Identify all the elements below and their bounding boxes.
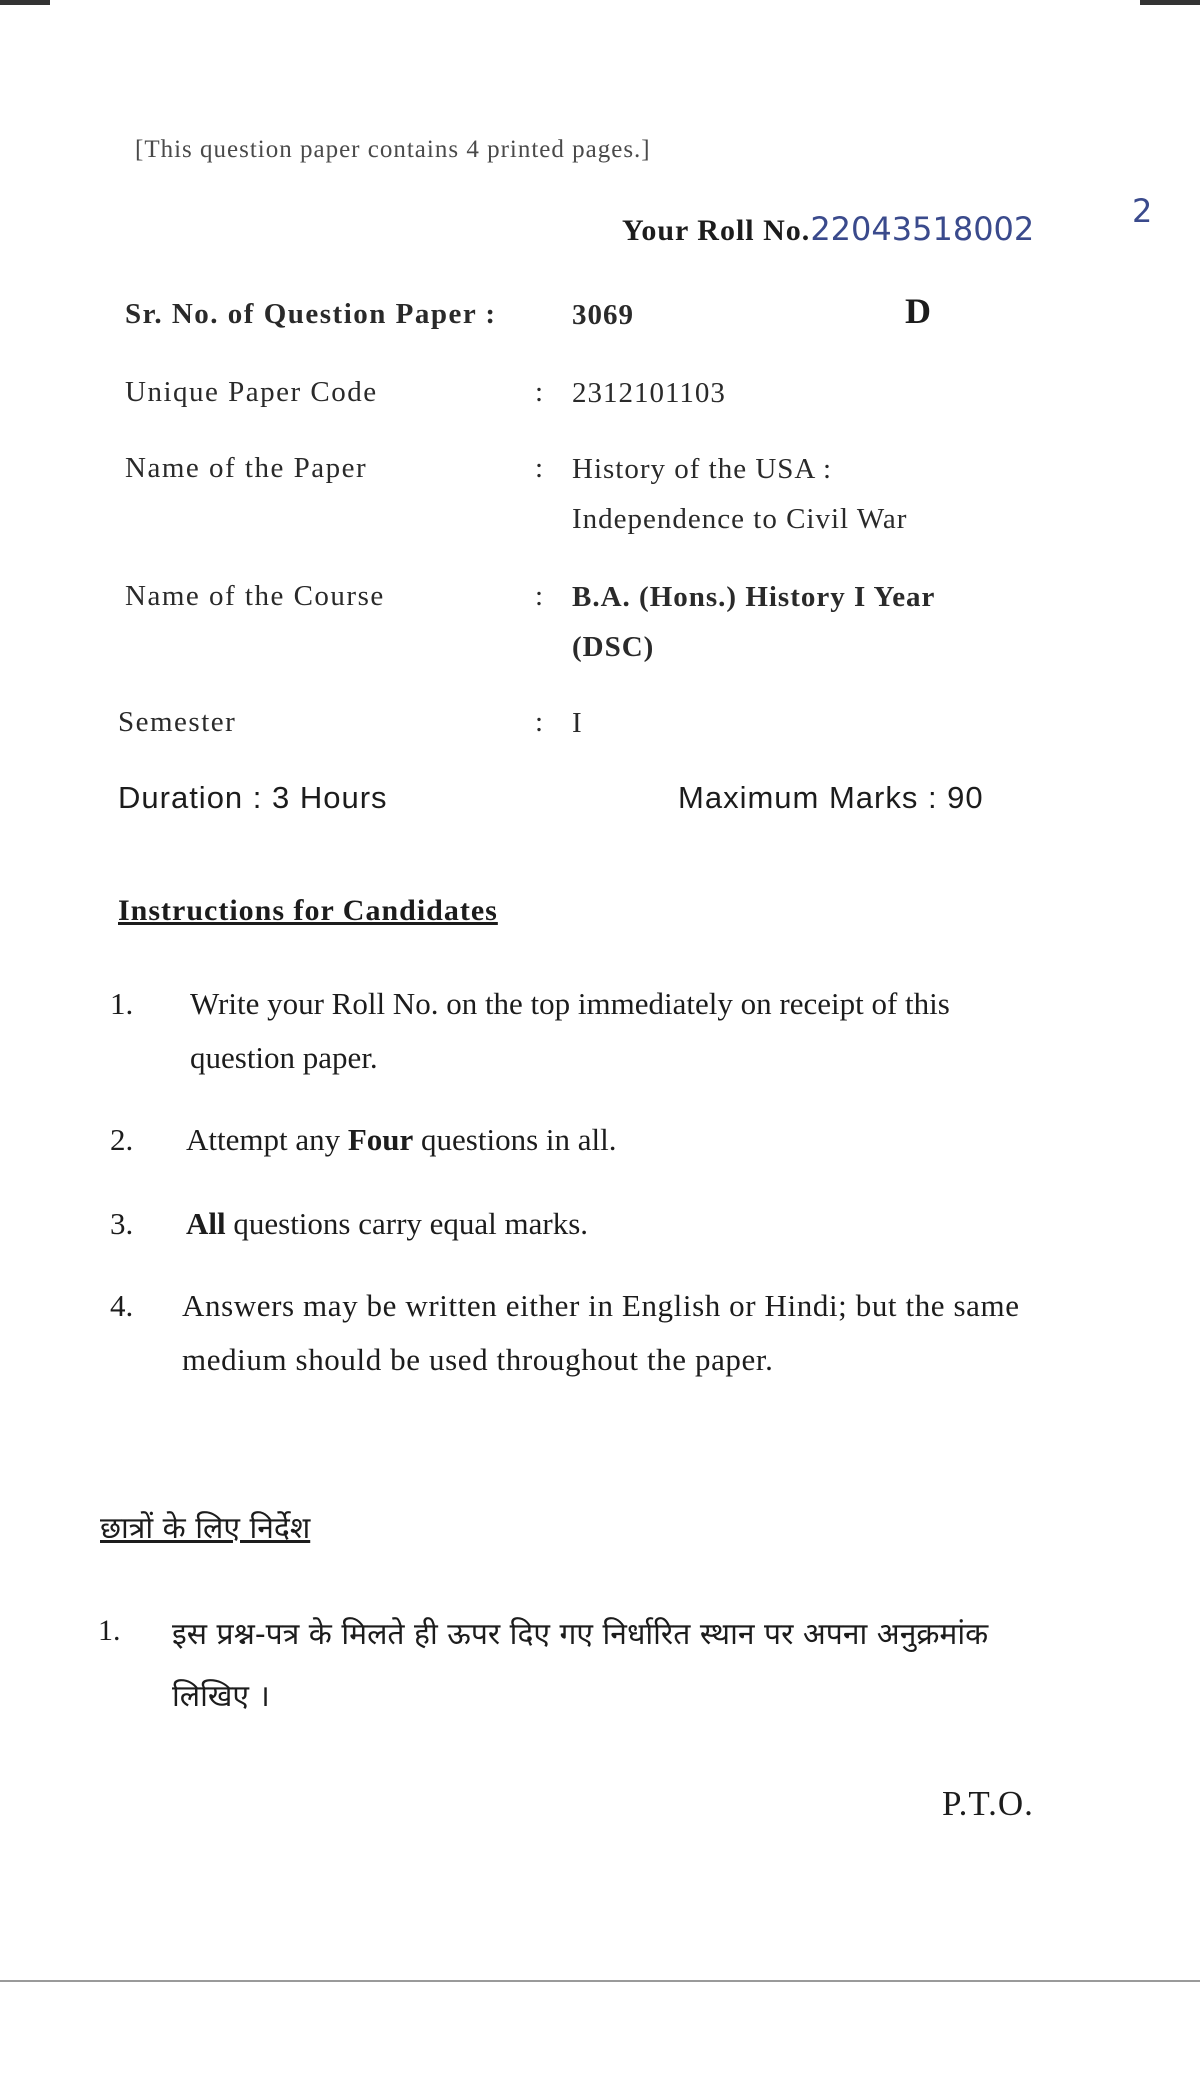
semester-colon: : [535, 706, 544, 738]
scan-corner-mark-left [0, 0, 50, 5]
instruction-text-part: Attempt any [186, 1122, 348, 1157]
unique-code-label: Unique Paper Code [125, 376, 378, 408]
roll-number-handwritten-suffix: 2 [1132, 192, 1153, 230]
instruction-number: 3. [110, 1206, 134, 1241]
paper-name-label: Name of the Paper [125, 452, 368, 484]
paper-name-colon: : [535, 452, 544, 484]
unique-code-colon: : [535, 376, 544, 408]
please-turn-over: P.T.O. [942, 1784, 1034, 1823]
unique-code-value: 2312101103 [572, 377, 726, 409]
roll-number-handwritten: 22043518002 [810, 210, 1035, 248]
course-name-line1: B.A. (Hons.) History I Year [572, 581, 936, 613]
page-bottom-edge [0, 1980, 1200, 1982]
roll-number-label: Your Roll No. [622, 214, 811, 247]
instruction-emphasis: All [186, 1206, 226, 1241]
course-name-label: Name of the Course [125, 580, 385, 612]
instruction-number: 4. [110, 1288, 134, 1323]
hindi-instructions-title: छात्रों के लिए निर्देश [100, 1511, 311, 1546]
roll-number-line [622, 210, 1034, 248]
instruction-emphasis: Four [347, 1122, 414, 1157]
instruction-text [186, 1113, 1056, 1167]
instruction-number: 2. [110, 1122, 134, 1157]
serial-number-value: 3069 [572, 299, 634, 331]
instruction-text: Write your Roll No. on the top immediately on receipt of this question paper. [190, 986, 950, 1075]
instruction-text-part: questions in all. [413, 1122, 617, 1157]
hindi-instruction-text: इस प्रश्न-पत्र के मिलते ही ऊपर दिए गए निर्धारित स्थान पर अपना अनुक्रमांक लिखिए । [172, 1617, 989, 1714]
instructions-title: Instructions for Candidates [118, 894, 498, 927]
instruction-text [186, 1197, 1056, 1251]
serial-number-label: Sr. No. of Question Paper : [125, 298, 497, 330]
paper-name-line1: History of the USA : [572, 453, 833, 485]
scan-corner-mark-right [1140, 0, 1200, 5]
printed-pages-note: [This question paper contains 4 printed pages.] [135, 136, 651, 163]
course-name-line2: (DSC) [572, 631, 655, 663]
instruction-text: Answers may be written either in English or Hindi; but the same medium should be used throughout the paper. [182, 1288, 1020, 1377]
semester-value: I [572, 707, 583, 739]
paper-name-line2: Independence to Civil War [572, 503, 908, 535]
course-name-colon: : [535, 580, 544, 612]
instruction-text-part: questions carry equal marks. [225, 1206, 589, 1241]
duration: Duration : 3 Hours [118, 780, 388, 815]
instruction-number: 1. [110, 986, 134, 1021]
semester-label: Semester [118, 706, 237, 738]
maximum-marks: Maximum Marks : 90 [678, 780, 984, 815]
set-letter: D [905, 291, 931, 331]
hindi-instruction-number: 1. [98, 1614, 121, 1647]
